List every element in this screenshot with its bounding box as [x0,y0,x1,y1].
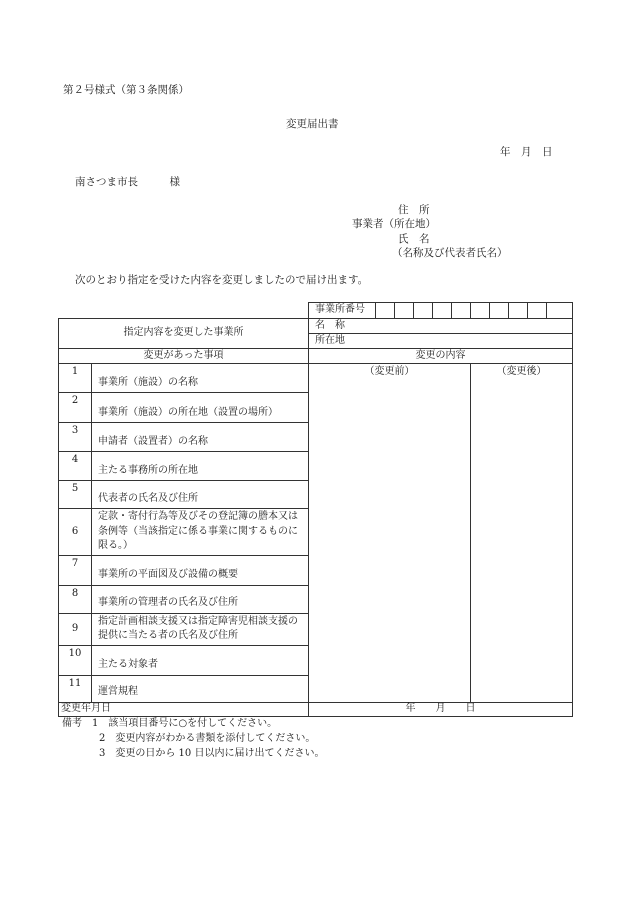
item-number[interactable]: 10 [59,645,92,675]
location-label: 所在地 [315,334,345,346]
office-number-box[interactable] [528,303,547,319]
item-label: 定款・寄付行為等及びその登記簿の謄本又は条例等（当該指定に係る事業に関するものに限る。） [92,509,309,556]
office-number-label: 事業所番号 [309,303,376,319]
change-date-label: 変更年月日 [59,702,309,716]
change-form-table [58,302,573,717]
office-number-box[interactable] [376,303,395,319]
item-label: 指定計画相談支援又は指定障害児相談支援の提供に当たる者の氏名及び住所 [92,613,309,645]
item-label: 事業所（施設）の所在地（設置の場所） [92,393,309,423]
office-number-box[interactable] [414,303,433,319]
after-cell[interactable] [471,364,573,703]
office-number-box[interactable] [433,303,452,319]
notes-label: 備考 [62,718,82,729]
item-row [59,364,573,393]
document-title: 変更届出書 [286,118,339,130]
name-label: 名 称 [315,319,345,331]
item-number[interactable]: 4 [59,452,92,481]
item-label: 主たる事務所の所在地 [92,452,309,481]
item-number[interactable]: 3 [59,423,92,452]
after-label: （変更後） [496,366,547,377]
item-number[interactable]: 8 [59,585,92,613]
office-number-box[interactable] [509,303,528,319]
business-label: 事業者（所在地） [352,218,436,230]
note-item: 1 該当項目番号に○を付してください。 [92,718,278,729]
item-number[interactable]: 2 [59,393,92,423]
note-item: 3 変更の日から 10 日以内に届け出てください。 [99,748,325,759]
item-number[interactable]: 7 [59,555,92,585]
item-label: 運営規程 [92,675,309,702]
item-number[interactable]: 1 [59,364,92,393]
contents-header: 変更の内容 [309,349,573,364]
item-number[interactable]: 5 [59,481,92,509]
name-note: （名称及び代表者氏名） [392,247,508,259]
item-label: 事業所（施設）の名称 [92,364,309,393]
item-label: 事業所の管理者の氏名及び住所 [92,585,309,613]
office-location-field[interactable] [309,334,573,349]
item-label: 申請者（設置者）の名称 [92,423,309,452]
office-number-box[interactable] [490,303,509,319]
item-number[interactable]: 11 [59,675,92,702]
office-header: 指定内容を変更した事業所 [59,319,309,349]
item-label: 事業所の平面図及び設備の概要 [92,555,309,585]
before-cell[interactable] [309,364,471,703]
address-label: 住 所 [398,204,430,216]
office-number-box[interactable] [471,303,490,319]
before-label: （変更前） [364,366,415,377]
change-date-value: 年 月 日 [405,702,476,714]
office-number-box[interactable] [547,303,573,319]
date-line: 年 月 日 [500,146,553,158]
item-number[interactable]: 6 [59,509,92,556]
office-number-row [59,303,573,319]
addressee: 南さつま市長 様 [75,176,180,188]
item-number[interactable]: 9 [59,613,92,645]
item-label: 代表者の氏名及び住所 [92,481,309,509]
change-date-field[interactable] [309,702,573,716]
office-number-box[interactable] [395,303,414,319]
office-number-box[interactable] [452,303,471,319]
changed-items-header: 変更があった事項 [59,349,309,364]
statement: 次のとおり指定を受けた内容を変更しましたので届け出ます。 [75,274,369,286]
name-label: 氏 名 [398,233,430,245]
note-item: 2 変更内容がわかる書類を添付してください。 [99,733,316,744]
office-name-field[interactable] [309,319,573,334]
form-number: 第２号様式（第３条関係） [63,84,189,96]
item-label: 主たる対象者 [92,645,309,675]
notes [62,716,324,761]
